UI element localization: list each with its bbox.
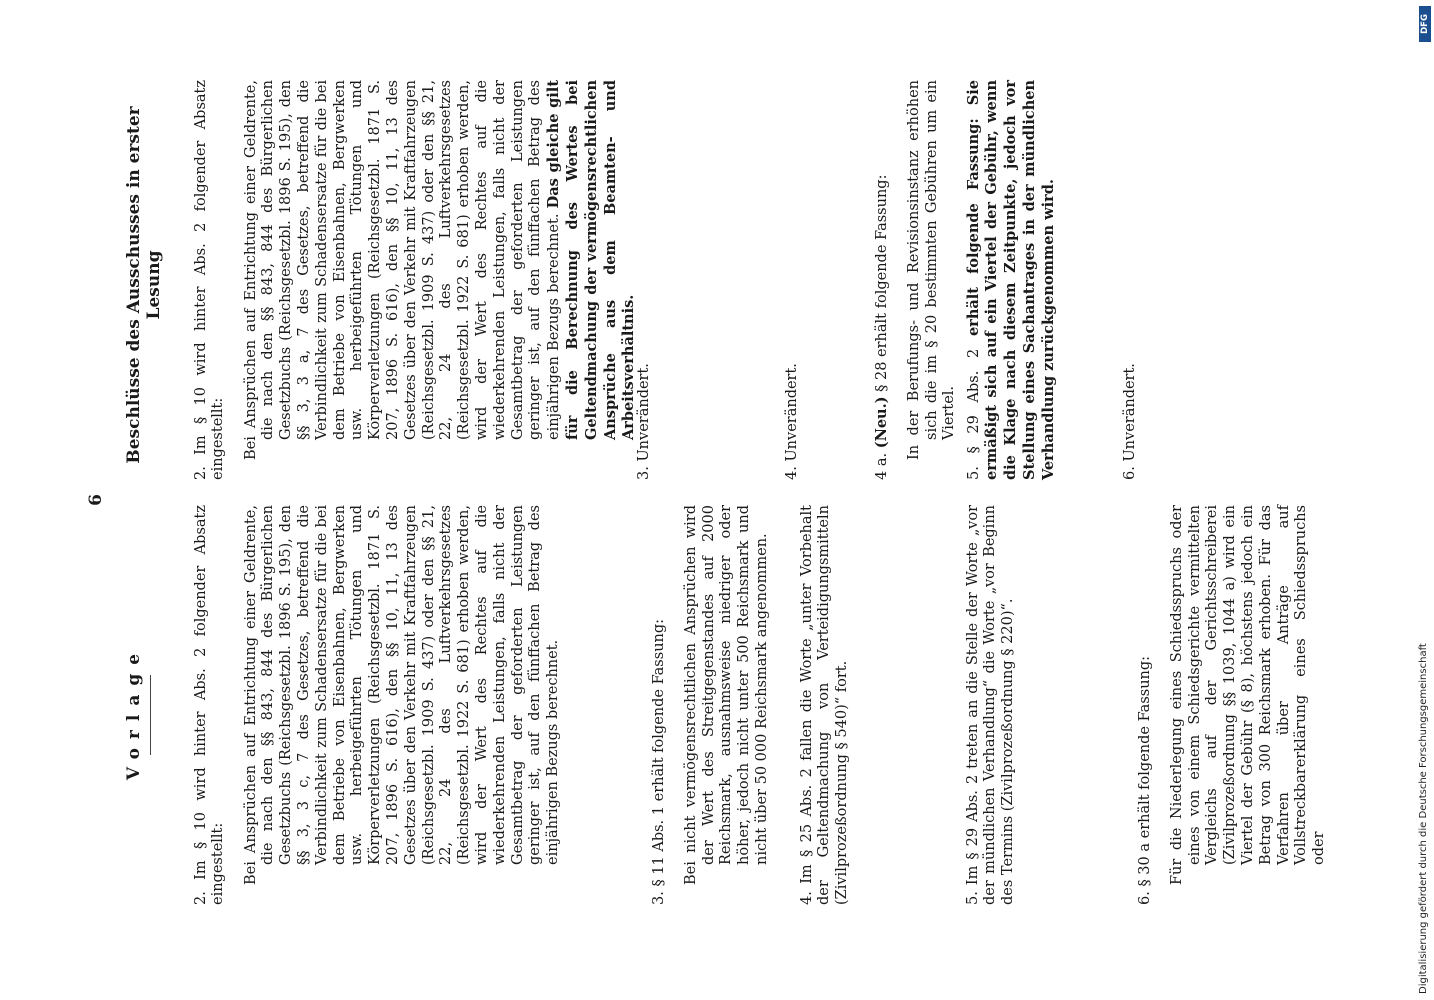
left-item-4 xyxy=(784,505,866,905)
new-label: (Neu.) xyxy=(872,396,890,449)
item-lead: 5. § 29 Abs. 2 erhält folgende Fassung: Sie ermäßigt sich auf ein Viertel der Gebühr, wenn die Klage nach diesem Zeitpunkte, jedoch vor Stellung eines Sachantrages in der mündlichen Verhandlung zurückgenommen wird. xyxy=(964,80,1057,480)
item-quote: Für die Niederlegung eines Schiedsspruchs oder eines von einem Schiedsgerichte vermittelten Vergleichs auf der Gerichtsschreiberei (Zivilprozeßordnung §§ 1039, 1044 a) wird ein Viertel der Gebühr (§ 8), höchstens jedoch ein Betrag von 300 Reichsmark erhoben. Für das Verfahren über Anträge auf Vollstreckbarerklärung eines Schiedsspruchs oder xyxy=(1168,505,1328,885)
amendment-bold: Das gleiche gilt für die Berechnung des Wertes bei Geltendmachung der vermögensrechtlichen Ansprüche aus dem Beamten- und Arbeitsverhältnis. xyxy=(545,79,638,440)
left-item-2 xyxy=(178,505,563,905)
item-quote: Bei Ansprüchen auf Entrichtung einer Geldrente, die nach den §§ 843, 844 des Bürgerlichen Gesetzbuchs (Reichsgesetzbl. 1896 S. 195), den §§ 3, 3 c, 7 des Gesetzes, betreffend die Verbindlichkeit zum Schadensersatze für die bei dem Betriebe von Eisenbahnen, Bergwerken usw. herbeigeführten Tötungen und Körperverletzungen (Reichsgesetzbl. 1871 S. 207, 1896 S. 616), den §§ 10, 11, 13 des Gesetzes über den Verkehr mit Kraftfahrzeugen (Reichsgesetzbl. 1909 S. 437) oder den §§ 21, 22, 24 des Luftverkehrsgesetzes (Reichsgesetzbl. 1922 S. 681) erhoben werden, wird der Wert des Rechtes auf die wiederkehrenden Leistungen, falls nicht der Gesamtbetrag der geforderten Leistungen geringer ist, auf den fünffachen Betrag des einjährigen Bezugs berechnet. xyxy=(242,505,562,885)
item-quote: In der Berufungs- und Revisionsinstanz erhöhen sich die im § 20 bestimmten Gebühren um ein Viertel. xyxy=(905,80,958,460)
item-quote: Bei Ansprüchen auf Entrichtung einer Geldrente, die nach den §§ 843, 844 des Bürgerlichen Gesetzbuchs (Reichsgesetzbl. 1896 S. 195), den §§ 3, 3 a, 7 des Gesetzes, betreffend die Verbindlichkeit zum Schadensersatze für die bei dem Betriebe von Eisenbahnen, Bergwerken usw. herbeigeführten Tötungen und Körperverletzungen (Reichsgesetzbl. 1871 S. 207, 1896 S. 616), den §§ 10, 11, 13 des Gesetzes über den Verkehr mit Kraftfahrzeugen (Reichsgesetzbl. 1909 S. 437) oder den §§ 21, 22, 24 des Luftverkehrsgesetzes (Reichsgesetzbl. 1922 S. 681) erhoben werden, wird der Wert des Rechtes auf die wiederkehrenden Leistungen, falls nicht der Gesamtbetrag der geforderten Leistungen geringer ist, auf den fünffachen Betrag des einjährigen Bezugs berechnet. Das gleiche gilt für die Berechnung des Wertes bei Geltendmachung der vermögensrechtlichen Ansprüche aus dem Beamten- und Arbeitsverhältnis. xyxy=(242,79,638,460)
item-lead: 2. Im § 10 wird hinter Abs. 2 folgender Absatz eingestellt: xyxy=(192,505,227,905)
item-lead: 6. § 30 a erhält folgende Fassung: xyxy=(1136,655,1153,905)
right-item-5 xyxy=(950,80,1073,480)
left-item-3 xyxy=(636,505,772,905)
right-item-2 xyxy=(178,80,639,480)
right-item-6: 6. Unverändert. xyxy=(1122,363,1138,480)
item-lead: 5. Im § 29 Abs. 2 treten an die Stelle der Worte „vor der mündlichen Verhandlung“ die Worte „vor Beginn des Termins (Zivilprozeßordnung § 220)“. xyxy=(964,505,1017,905)
amendment-bold: erhält folgende Fassung: Sie ermäßigt sich auf ein Viertel der Gebühr, wenn die Klage nach diesem Zeitpunkte, jedoch vor Stellung eines Sachantrages in der mündlichen Verhandlung zurückgenommen wird. xyxy=(964,80,1057,480)
item-lead: 4. Im § 25 Abs. 2 fallen die Worte „unter Vorbehalt der Geltendmachung von Verteidigungsmitteln (Zivilprozeßordnung § 540)“ fort. xyxy=(798,505,851,905)
item-lead: 3. § 11 Abs. 1 erhält folgende Fassung: xyxy=(650,618,667,905)
right-heading: Beschlüsse des Ausschusses in erster Lesung xyxy=(124,106,164,464)
right-item-3: 3. Unverändert. xyxy=(636,363,652,480)
funding-credit: Digitalisierung gefördert durch die Deutsche Forschungsgemeinschaft xyxy=(1418,643,1429,994)
dfg-logo: DFG xyxy=(1419,6,1431,42)
item-quote: Bei nicht vermögensrechtlichen Ansprüchen wird der Wert des Streitgegenstandes auf 2000 Reichsmark, ausnahmsweise niedriger oder höher, jedoch nicht unter 500 Reichsmark und nicht über 50 000 Reichsmark angenommen. xyxy=(682,505,770,885)
left-heading-rule xyxy=(150,675,151,755)
page-number: 6 xyxy=(86,494,106,506)
item-lead: 2. Im § 10 wird hinter Abs. 2 folgender Absatz eingestellt: xyxy=(192,80,227,480)
right-item-4a xyxy=(858,80,959,480)
right-item-4: 4. Unverändert. xyxy=(784,363,800,480)
left-item-5 xyxy=(950,505,1032,905)
left-heading: Vorlage xyxy=(124,644,144,781)
left-item-6 xyxy=(1122,505,1329,905)
item-lead: 4 a. (Neu.) § 28 erhält folgende Fassung: xyxy=(872,174,890,480)
